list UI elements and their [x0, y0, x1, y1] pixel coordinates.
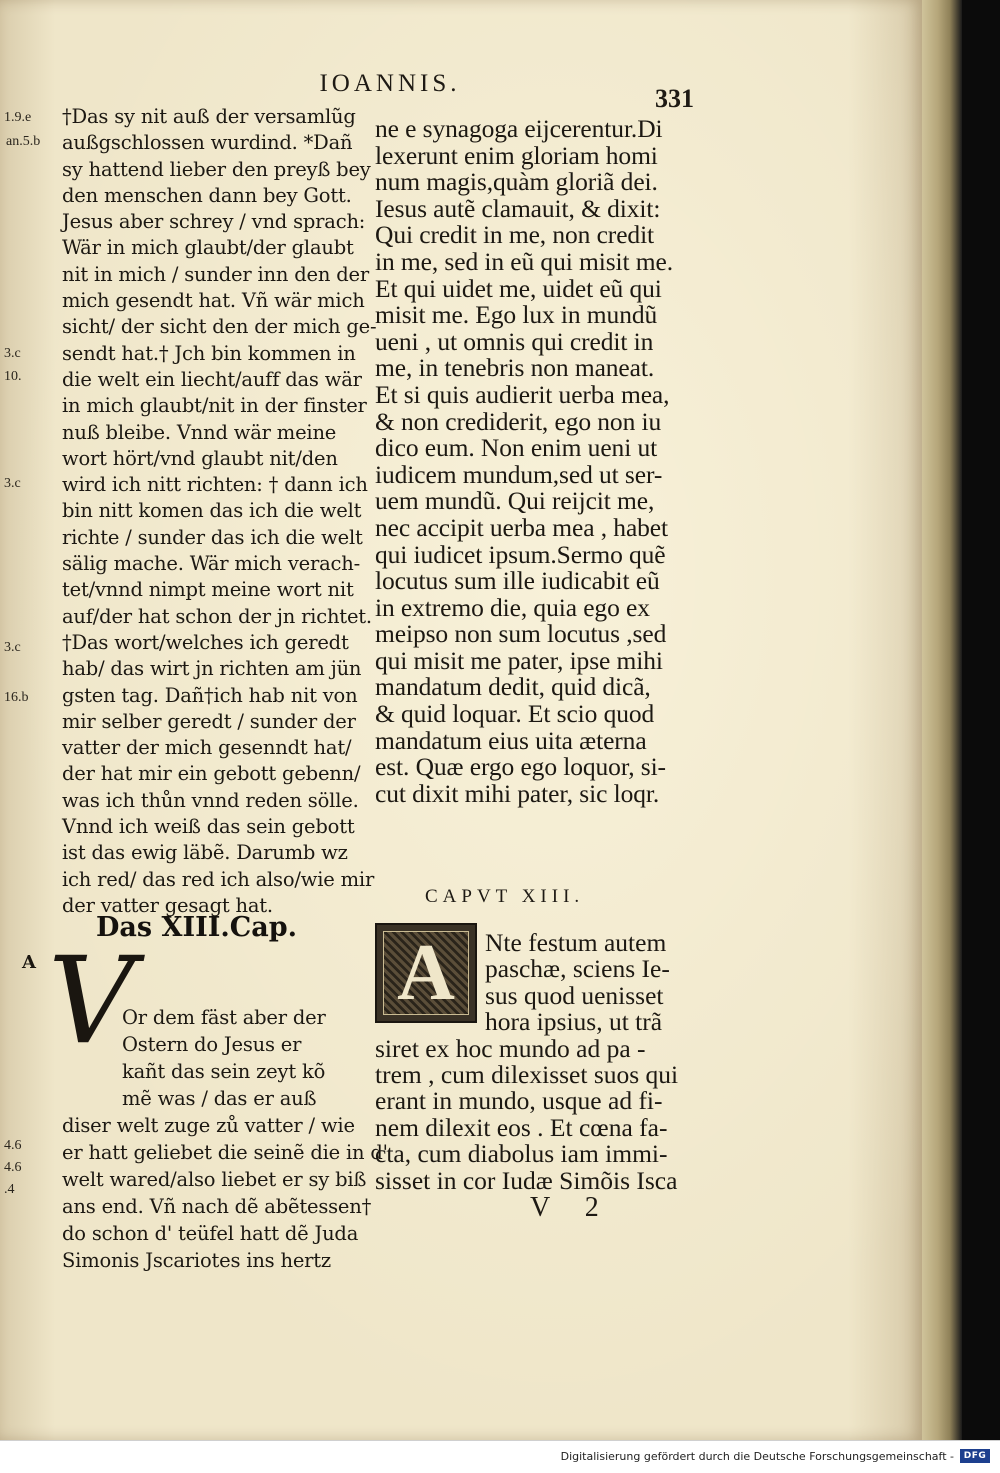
latin-column-top [375, 116, 705, 807]
margin-note: 1.9.e [4, 110, 32, 125]
german-chapter-heading: Das XIII.Cap. [96, 912, 298, 943]
text-line: siret ex hoc mundo ad pa - [375, 1033, 646, 1063]
text-line: Et si quis audierit uerba mea, [375, 379, 670, 409]
text-line: die welt ein liecht/auff das wär [62, 367, 362, 391]
text-line: tet/vnnd nimpt meine wort nit [62, 578, 354, 602]
text-line: Vnnd ich weiß das sein gebott [62, 815, 355, 839]
margin-note: 10. [4, 369, 22, 384]
text-line: gsten tag. Dañ†ich hab nit von [62, 683, 358, 707]
text-line: uem mundũ. Qui reijcit me, [375, 486, 655, 516]
text-line: sicht/ der sicht den der mich ge- [62, 315, 377, 339]
text-line: sy hattend lieber den preyß bey [62, 157, 371, 181]
german-column-top [62, 104, 377, 919]
text-line: in extremo die, quia ego ex [375, 592, 650, 622]
text-line: wird ich nitt richten: † dann ich [62, 473, 368, 497]
text-line: mẽ was / das er auß [122, 1087, 317, 1110]
text-line: sälig mache. Wär mich verach- [62, 552, 360, 576]
text-line: Simonis Jscariotes ins hertz [62, 1249, 332, 1272]
text-line: nit in mich / sunder inn den der [62, 262, 369, 286]
text-line: ist das ewig läbẽ. Darumb wz [62, 841, 348, 865]
text-line: lexerunt enim gloriam homi [375, 140, 658, 170]
dfg-logo: DFG [960, 1449, 990, 1463]
text-line: sendt hat.† Jch bin kommen in [62, 341, 356, 365]
text-line: bin nitt komen das ich die welt [62, 499, 362, 523]
text-line: & non crediderit, ego non iu [375, 406, 662, 436]
text-line: mandatum dedit, quid dicã, [375, 672, 651, 702]
text-line: ans end. Vñ nach dẽ abẽtessen† [62, 1195, 372, 1218]
text-line: †Das sy nit auß der versamlũg [62, 105, 356, 128]
text-line: richte / sunder das ich die welt [62, 525, 363, 549]
text-line: den menschen dann bey Gott. [62, 183, 352, 207]
text-line: diser welt zuge zů vatter / wie [62, 1114, 355, 1137]
text-line: auf/der hat schon der jn richtet. [62, 604, 372, 628]
text-line: Or dem fäst aber der [122, 1006, 326, 1029]
margin-note: 16.b [4, 690, 29, 705]
text-line: Et qui uidet me, uidet eũ qui [375, 273, 662, 303]
text-line: sus quod uenisset [485, 980, 664, 1010]
text-line: vatter der mich gesenndt hat/ [62, 736, 352, 760]
text-line: cut dixit mihi pater, sic loqr. [375, 778, 660, 808]
text-line: Iesus autẽ clamauit, & dixit: [375, 193, 661, 223]
text-line: der hat mir ein gebott gebenn/ [62, 762, 361, 786]
text-line: mandatum eius uita æterna [375, 725, 647, 755]
text-line: cta, cum diabolus iam immi- [375, 1139, 668, 1169]
text-line: der vatter gesagt hat. [62, 893, 273, 917]
footer-credit: Digitalisierung gefördert durch die Deutsche Forschungsgemeinschaft - [560, 1450, 954, 1463]
text-line: ne e synagoga eijcerentur.Di [375, 114, 663, 143]
text-line: nem dilexit eos . Et cœna fa- [375, 1112, 668, 1142]
text-line: kañt das sein zeyt kõ [122, 1060, 326, 1083]
text-line: was ich thůn vnnd reden sölle. [62, 788, 359, 812]
text-line: in mich glaubt/nit in der finster [62, 394, 367, 418]
text-line: paschæ, sciens Ie- [485, 954, 670, 984]
margin-note: an.5.b [6, 134, 41, 149]
footer-bar [0, 1440, 1000, 1473]
text-line: hora ipsius, ut trã [485, 1007, 663, 1037]
text-line: ich red/ das red ich also/wie mir [62, 867, 375, 891]
text-line: Wär in mich glaubt/der glaubt [62, 236, 354, 260]
text-line: welt wared/also liebet er sy biß [62, 1168, 367, 1191]
text-line: mir selber geredt / sunder der [62, 709, 356, 733]
text-line: misit me. Ego lux in mundũ [375, 300, 658, 330]
text-line: locutus sum ille iudicabit eũ [375, 566, 660, 596]
text-line: nuß bleibe. Vnnd wär meine [62, 420, 337, 444]
text-line: qui iudicet ipsum.Sermo quẽ [375, 539, 666, 569]
signature-mark: V 2 [530, 1192, 613, 1223]
latin-column-bottom [375, 930, 705, 1194]
margin-note: 3.c [4, 476, 21, 491]
text-line: meipso non sum locutus ,sed [375, 619, 667, 649]
german-column-bottom [62, 1004, 388, 1274]
text-line: hab/ das wirt jn richten am jün [62, 657, 362, 681]
latin-initial-letter: A [397, 929, 455, 1017]
text-line: außgschlossen wurdind. *Dañ [62, 131, 353, 155]
text-line: erant in mundo, usque ad fi- [375, 1086, 663, 1116]
margin-note: 3.c [4, 346, 21, 361]
text-line: sisset in cor Iudæ Simõis Isca [375, 1165, 678, 1195]
text-line: Ostern do Jesus er [122, 1033, 302, 1056]
text-line: wort hört/vnd glaubt nit/den [62, 446, 338, 470]
text-line: & quid loquar. Et scio quod [375, 699, 655, 729]
text-line: nec accipit uerba mea , habet [375, 512, 669, 542]
text-line: †Das wort/welches ich geredt [62, 630, 349, 654]
text-line: Qui credit in me, non credit [375, 220, 655, 250]
text-line: me, in tenebris non maneat. [375, 353, 655, 383]
margin-note: 4.6 [4, 1138, 22, 1153]
page-fore-edge [922, 0, 962, 1440]
text-line: iudicem mundum,sed ut ser- [375, 459, 663, 489]
text-line: ueni , ut omnis qui credit in [375, 326, 654, 356]
running-title: IOANNIS. [319, 70, 461, 97]
text-line: in me, sed in eũ qui misit me. [375, 246, 674, 276]
folio-number: 331 [655, 84, 694, 113]
text-line: Nte festum autem [485, 928, 667, 957]
margin-letter: A [22, 952, 36, 973]
text-line: Jesus aber schrey / vnd sprach: [62, 210, 366, 234]
german-decorated-initial: V [48, 932, 135, 1071]
text-line: dico eum. Non enim ueni ut [375, 433, 658, 463]
margin-note: .4 [4, 1182, 15, 1197]
text-line: qui misit me pater, ipse mihi [375, 645, 663, 675]
text-line: mich gesendt hat. Vñ wär mich [62, 289, 365, 313]
text-line: do schon d' teüfel hatt dẽ Juda [62, 1222, 359, 1245]
margin-note: 3.c [4, 640, 21, 655]
text-line: er hatt geliebet die seinẽ die in d' [62, 1141, 388, 1164]
latin-chapter-heading: CAPVT XIII. [425, 886, 585, 907]
text-line: num magis,quàm gloriã dei. [375, 167, 658, 197]
margin-note: 4.6 [4, 1160, 22, 1175]
text-line: trem , cum dilexisset suos qui [375, 1060, 679, 1090]
text-line: est. Quæ ergo ego loquor, si- [375, 752, 666, 782]
